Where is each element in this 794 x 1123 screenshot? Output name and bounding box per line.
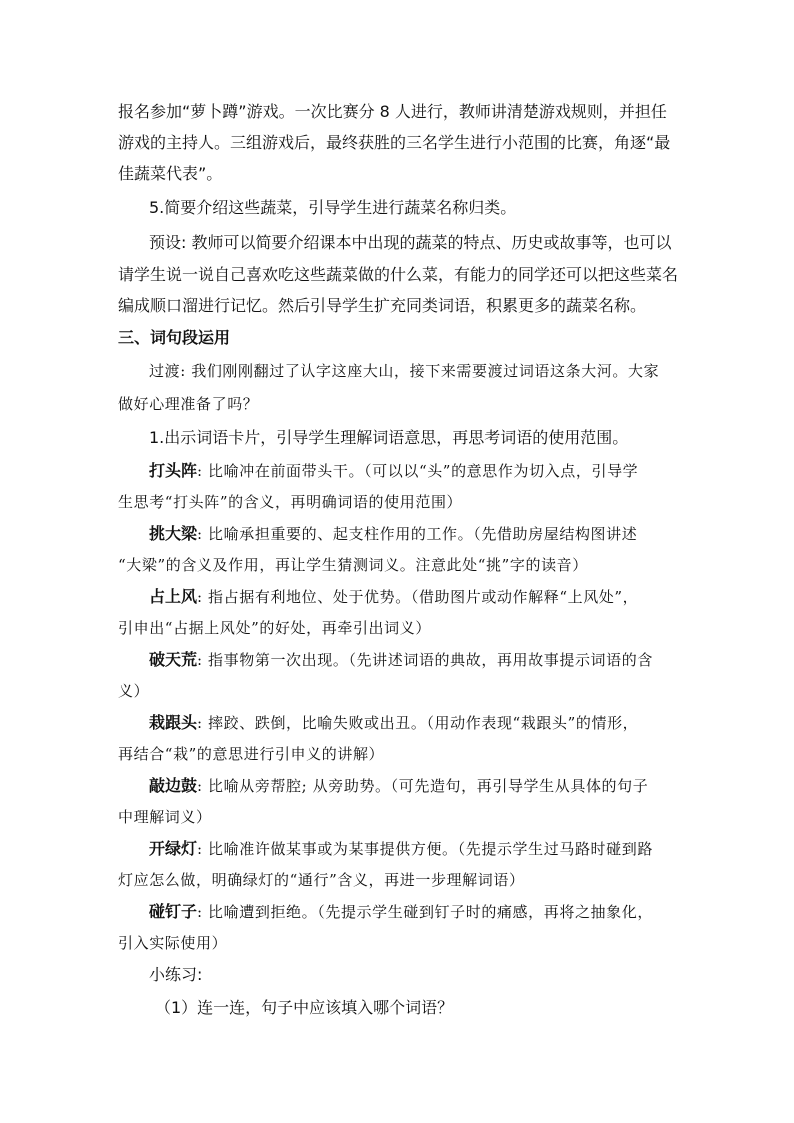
term-entry (149, 519, 637, 549)
paragraph-line: 报名参加“萝卜蹲”游戏。一次比赛分 8 人进行，教师讲清楚游戏规则，并担任 (118, 102, 667, 121)
term-definition: : 指占据有利地位、处于优势。（借助图片或动作解释“上风处”， (197, 588, 639, 606)
term-entry (149, 834, 653, 864)
term-definition: : 比喻准许做某事或为某事提供方便。（先提示学生过马路时碰到路 (197, 840, 653, 858)
term-word: 开绿灯 (149, 839, 198, 858)
term-definition-cont: 义） (118, 682, 150, 700)
paragraph-line: 游戏的主持人。三组游戏后，最终获胜的三名学生进行小范围的比赛，角逐“最 (118, 133, 671, 152)
term-definition-cont: 引申出“占据上风处”的好处，再牵引出词义） (118, 619, 431, 637)
term-word: 挑大梁 (149, 524, 198, 543)
term-definition-cont: 灯应怎么做，明确绿灯的“通行”含义，再进一步理解词语） (118, 871, 525, 889)
paragraph-line: 做好心理准备了吗？ (118, 395, 259, 413)
term-word: 占上风 (149, 587, 198, 606)
practice-label: 小练习: (149, 965, 203, 984)
term-entry (149, 456, 638, 486)
term-definition-cont: 生思考“打头阵”的含义，再明确词语的使用范围） (118, 493, 463, 511)
term-definition-cont: 再结合“栽”的意思进行引申义的讲解） (118, 745, 385, 763)
term-definition: : 比喻冲在前面带头干。（可以以“头”的意思作为切入点，引导学 (197, 462, 639, 480)
term-definition-cont: 中理解词义） (118, 808, 212, 826)
paragraph-line: 1.出示词语卡片，引导学生理解词语意思，再思考词语的使用范围。 (149, 428, 629, 447)
section-heading: 三、词句段运用 (118, 328, 231, 347)
term-word: 破天荒 (149, 650, 198, 669)
term-entry (149, 771, 648, 801)
term-definition: : 摔跤、跌倒，比喻失败或出丑。（用动作表现“栽跟头”的情形， (197, 714, 639, 732)
term-word: 敲边鼓 (149, 776, 198, 795)
term-entry (149, 582, 638, 612)
term-definition-cont: “大梁”的含义及作用，再让学生猜测词义。注意此处“挑”字的读音） (118, 556, 588, 574)
paragraph-line: 佳蔬菜代表”。 (118, 164, 223, 183)
term-definition: : 指事物第一次出现。（先讲述词语的典故，再用故事提示词语的含 (197, 651, 653, 669)
term-definition: : 比喻从旁帮腔; 从旁助势。（可先造句，再引导学生从具体的句子 (197, 777, 649, 795)
term-word: 栽跟头 (149, 713, 198, 732)
term-word: 碰钉子 (149, 902, 198, 921)
paragraph-line: 过渡: 我们刚刚翻过了认字这座大山，接下来需要渡过词语这条大河。大家 (149, 362, 660, 380)
paragraph-line: 5.简要介绍这些蔬菜，引导学生进行蔬菜名称归类。 (149, 198, 517, 217)
paragraph-line: 预设: 教师可以简要介绍课本中出现的蔬菜的特点、历史或故事等，也可以 (149, 233, 672, 252)
term-entry (149, 708, 638, 738)
term-word: 打头阵 (149, 461, 198, 480)
term-definition-cont: 引入实际使用） (118, 934, 228, 952)
term-definition: : 比喻承担重要的、起支柱作用的工作。（先借助房屋结构图讲述 (197, 525, 638, 543)
paragraph-line: 请学生说一说自己喜欢吃这些蔬菜做的什么菜，有能力的同学还可以把这些菜名 (118, 265, 679, 284)
practice-question: （1）连一连，句子中应该填入哪个词语？ (155, 998, 454, 1017)
term-entry (149, 645, 653, 675)
paragraph-line: 编成顺口溜进行记忆。然后引导学生扩充同类词语，积累更多的蔬菜名称。 (118, 296, 647, 315)
term-definition: : 比喻遭到拒绝。（先提示学生碰到钉子时的痛感，再将之抽象化， (197, 903, 653, 921)
term-entry (149, 897, 653, 927)
